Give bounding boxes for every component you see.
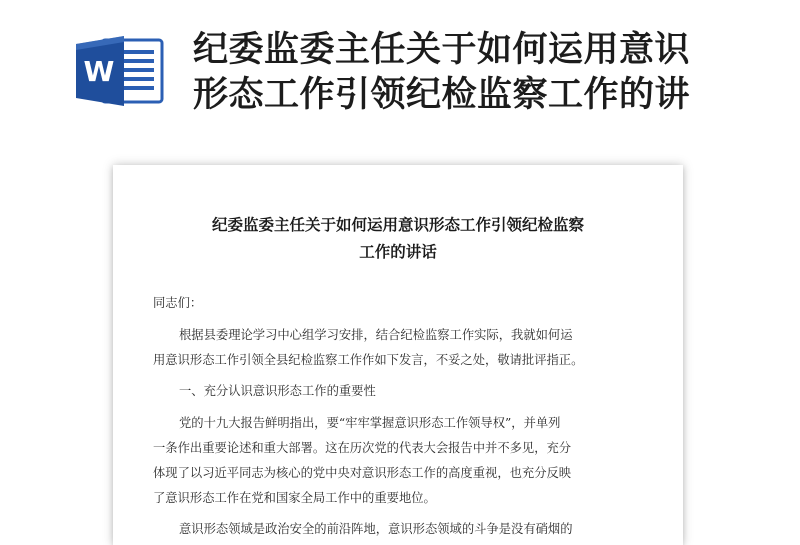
preview-title-line-2: 形态工作引领纪检监察工作的讲 (193, 75, 691, 115)
document-title-line-2: 工作的讲话 (359, 242, 437, 261)
paragraph-2-line-2: 一条作出重要论述和重大部署。这在历次党的代表大会报告中并不多见，充分 (153, 441, 572, 455)
paragraph-2 (153, 411, 653, 511)
section-1-heading: 一、充分认识意识形态工作的重要性 (179, 384, 376, 398)
document-title-line-1: 纪委监委主任关于如何运用意识形态工作引领纪检监察 (211, 215, 584, 234)
document-page (113, 165, 683, 545)
document-title (113, 211, 683, 265)
paragraph-2-line-3: 体现了以习近平同志为核心的党中央对意识形态工作的高度重视，也充分反映 (153, 466, 572, 480)
word-logo-letter: W (83, 55, 115, 88)
paragraph-1 (153, 323, 653, 373)
paragraph-1-line-2: 用意识形态工作引领全县纪检监察工作作如下发言，不妥之处，敬请批评指正。 (153, 353, 584, 367)
preview-title (193, 28, 783, 118)
paragraph-2-line-4: 了意识形态工作在党和国家全局工作中的重要地位。 (153, 491, 436, 505)
salutation: 同志们： (153, 296, 203, 310)
paragraph-2-line-1: 党的十九大报告鲜明指出，要“牢牢掌握意识形态工作领导权”，并单列 (179, 416, 561, 430)
paragraph-3-partial: 意识形态领域是政治安全的前沿阵地，意识形态领域的斗争是没有硝烟的 (179, 522, 573, 536)
document-preview-header (0, 0, 800, 140)
preview-title-line-1: 纪委监委主任关于如何运用意识 (193, 30, 691, 70)
word-logo-icon (72, 34, 166, 108)
paragraph-1-line-1: 根据县委理论学习中心组学习安排，结合纪检监察工作实际，我就如何运 (179, 328, 573, 342)
